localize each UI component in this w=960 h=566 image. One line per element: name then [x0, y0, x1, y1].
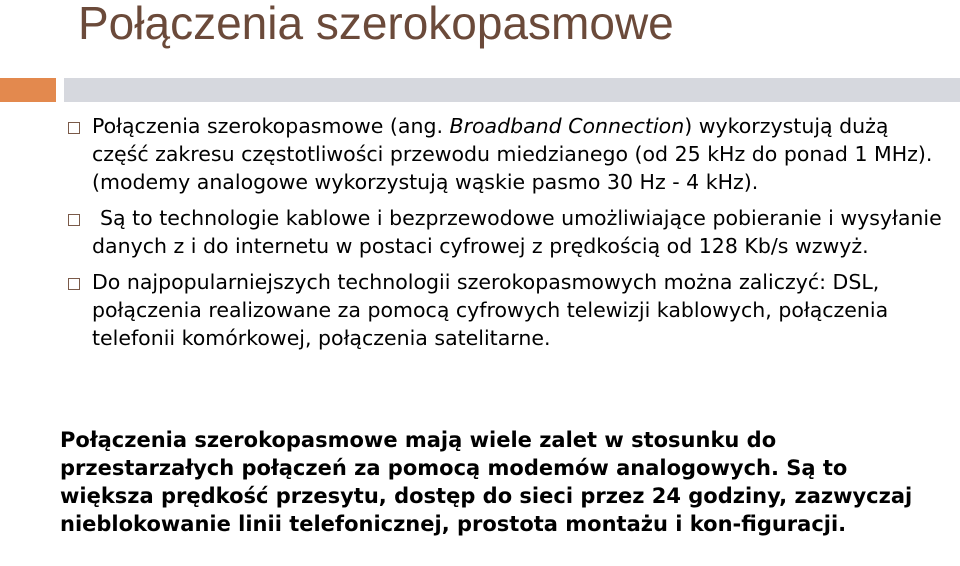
bullet-list: [0, 112, 960, 360]
square-bullet-icon: [68, 122, 80, 134]
bullet-text: [92, 112, 947, 196]
bullet-item: [0, 204, 960, 260]
bullet-text: Są to technologie kablowe i bezprzewodowe umożliwiające pobieranie i wysyłanie danych z i do internetu w postaci cyfrowej z prędkością od 128 Kb/s wzwyż.: [92, 206, 942, 258]
summary-paragraph: Połączenia szerokopasmowe mają wiele zalet w stosunku do przestarzałych połączeń za pomocą modemów analogowych. Są to większa prędkość przesytu, dostęp do sieci przez 24 godziny, zazwyczaj nieblokowanie linii telefonicznej, prostota montażu i kon-figuracji.: [60, 428, 913, 536]
square-bullet-icon: [68, 214, 80, 226]
square-bullet-icon: [68, 278, 80, 290]
bullet-text-part: Połączenia szerokopasmowe (ang.: [92, 114, 450, 138]
bullet-item: [0, 268, 960, 352]
bullet-text: Do najpopularniejszych technologii szerokopasmowych można zaliczyć: DSL, połączenia realizowane za pomocą cyfrowych telewizji kablowych, połączenia telefonii komórkowej, połączenia satelitarne.: [92, 270, 889, 350]
bullet-text-part: ) wykorzystują dużą część zakresu częstotliwości przewodu miedzianego (od 25 kHz do ponad 1 MHz). (modemy analogowe wykorzystują wąskie pasmo 30 Hz - 4 kHz).: [92, 114, 933, 194]
bullet-text-italic: Broadband Connection: [449, 114, 685, 138]
slide-title: Połączenia szerokopasmowe: [78, 0, 674, 49]
title-divider-bar: [64, 78, 960, 102]
title-accent-bar: [0, 78, 56, 102]
bullet-item: [0, 112, 960, 196]
